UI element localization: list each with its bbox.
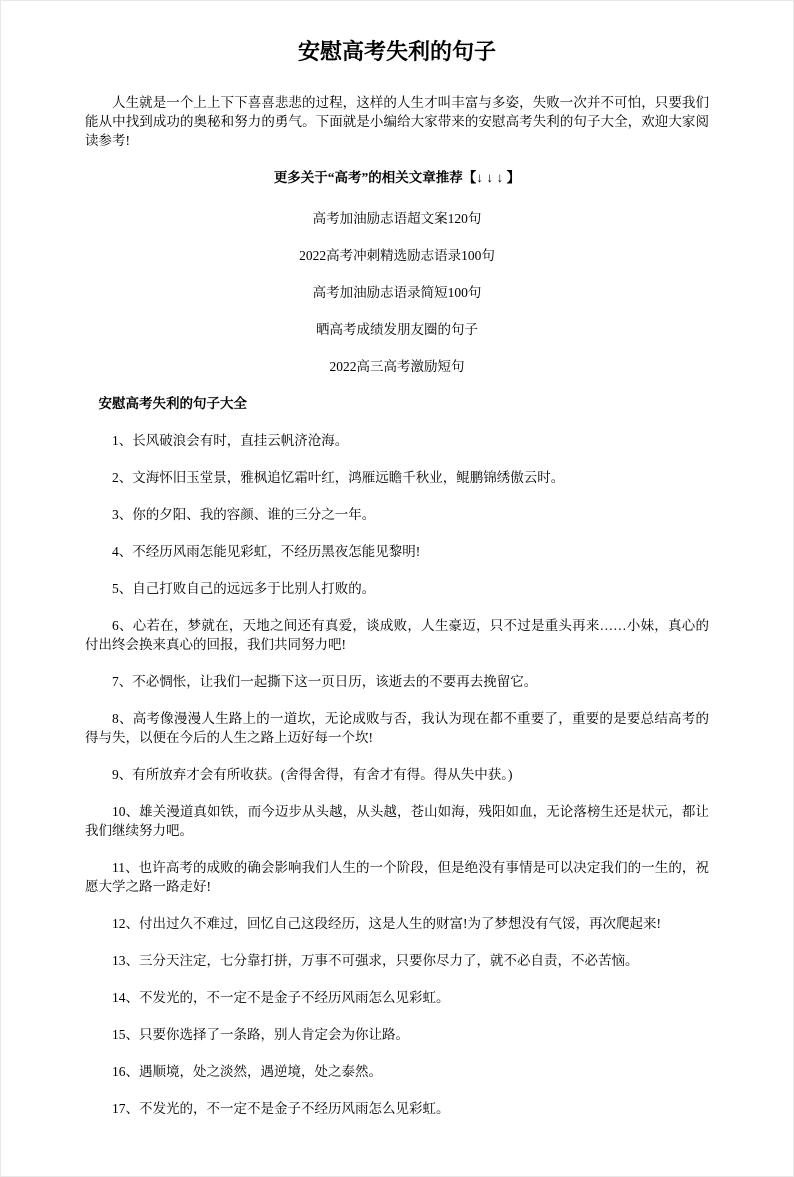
- recommend-header: 更多关于“高考”的相关文章推荐【↓ ↓ ↓ 】: [273, 170, 521, 185]
- sentence-item: 10、雄关漫道真如铁，而今迈步从头越，从头越，苍山如海，残阳如血，无论落榜生还是状元，都让我们继续努力吧。: [85, 804, 709, 838]
- sentence-item: 12、付出过久不难过，回忆自己这段经历，这是人生的财富!为了梦想没有气馁，再次爬起来!: [112, 916, 661, 931]
- sentence-item: 5、自己打败自己的远远多于比别人打败的。: [112, 581, 376, 596]
- sentence-item: 11、也许高考的成败的确会影响我们人生的一个阶段，但是绝没有事情是可以决定我们的一生的，祝愿大学之路一路走好!: [85, 860, 709, 894]
- sentence-item: 9、有所放弃才会有所收获。(舍得舍得，有舍才有得。得从失中获。): [112, 767, 513, 782]
- sentence-item: 4、不经历风雨怎能见彩虹，不经历黑夜怎能见黎明!: [112, 544, 421, 559]
- recommend-link[interactable]: 2022高考冲刺精选励志语录100句: [299, 248, 495, 263]
- sentence-item: 15、只要你选择了一条路，别人肯定会为你让路。: [112, 1027, 409, 1042]
- section-heading: 安慰高考失利的句子大全: [98, 396, 247, 411]
- sentence-item: 7、不必惆怅，让我们一起撕下这一页日历，该逝去的不要再去挽留它。: [112, 674, 538, 689]
- recommend-link[interactable]: 高考加油励志语超文案120句: [312, 211, 482, 226]
- recommend-links: [85, 209, 709, 376]
- page-title: 安慰高考失利的句子: [297, 39, 496, 64]
- sentence-item: 14、不发光的，不一定不是金子不经历风雨怎么见彩虹。: [112, 990, 450, 1005]
- sentence-item: 13、三分天注定，七分靠打拼，万事不可强求，只要你尽力了，就不必自责，不必苦恼。: [112, 953, 639, 968]
- recommend-link[interactable]: 高考加油励志语录简短100句: [312, 285, 482, 300]
- sentence-item: 1、长风破浪会有时，直挂云帆济沧海。: [112, 433, 349, 448]
- sentence-item: 3、你的夕阳、我的容颜、谁的三分之一年。: [112, 507, 376, 522]
- sentence-item: 16、遇顺境，处之淡然，遇逆境，处之泰然。: [112, 1064, 382, 1079]
- recommend-link[interactable]: 2022高三高考激励短句: [329, 359, 465, 374]
- sentence-item: 17、不发光的，不一定不是金子不经历风雨怎么见彩虹。: [112, 1101, 450, 1116]
- sentence-list: [85, 431, 709, 1118]
- recommend-link[interactable]: 晒高考成绩发朋友圈的句子: [316, 322, 478, 337]
- intro-paragraph: 人生就是一个上上下下喜喜悲悲的过程，这样的人生才叫丰富与多姿，失败一次并不可怕，只要我们能从中找到成功的奥秘和努力的勇气。下面就是小编给大家带来的安慰高考失利的句子大全，欢迎大家阅读参考!: [85, 95, 709, 148]
- sentence-item: 6、心若在，梦就在，天地之间还有真爱，谈成败，人生豪迈，只不过是重头再来……小妹，真心的付出终会换来真心的回报，我们共同努力吧!: [85, 618, 709, 652]
- sentence-item: 2、文海怀旧玉堂景，雅枫追忆霜叶红，鸿雁远瞻千秋业，鲲鹏锦绣傲云时。: [112, 470, 565, 485]
- sentence-item: 8、高考像漫漫人生路上的一道坎，无论成败与否，我认为现在都不重要了，重要的是要总结高考的得与失，以便在今后的人生之路上迈好每一个坎!: [85, 711, 709, 745]
